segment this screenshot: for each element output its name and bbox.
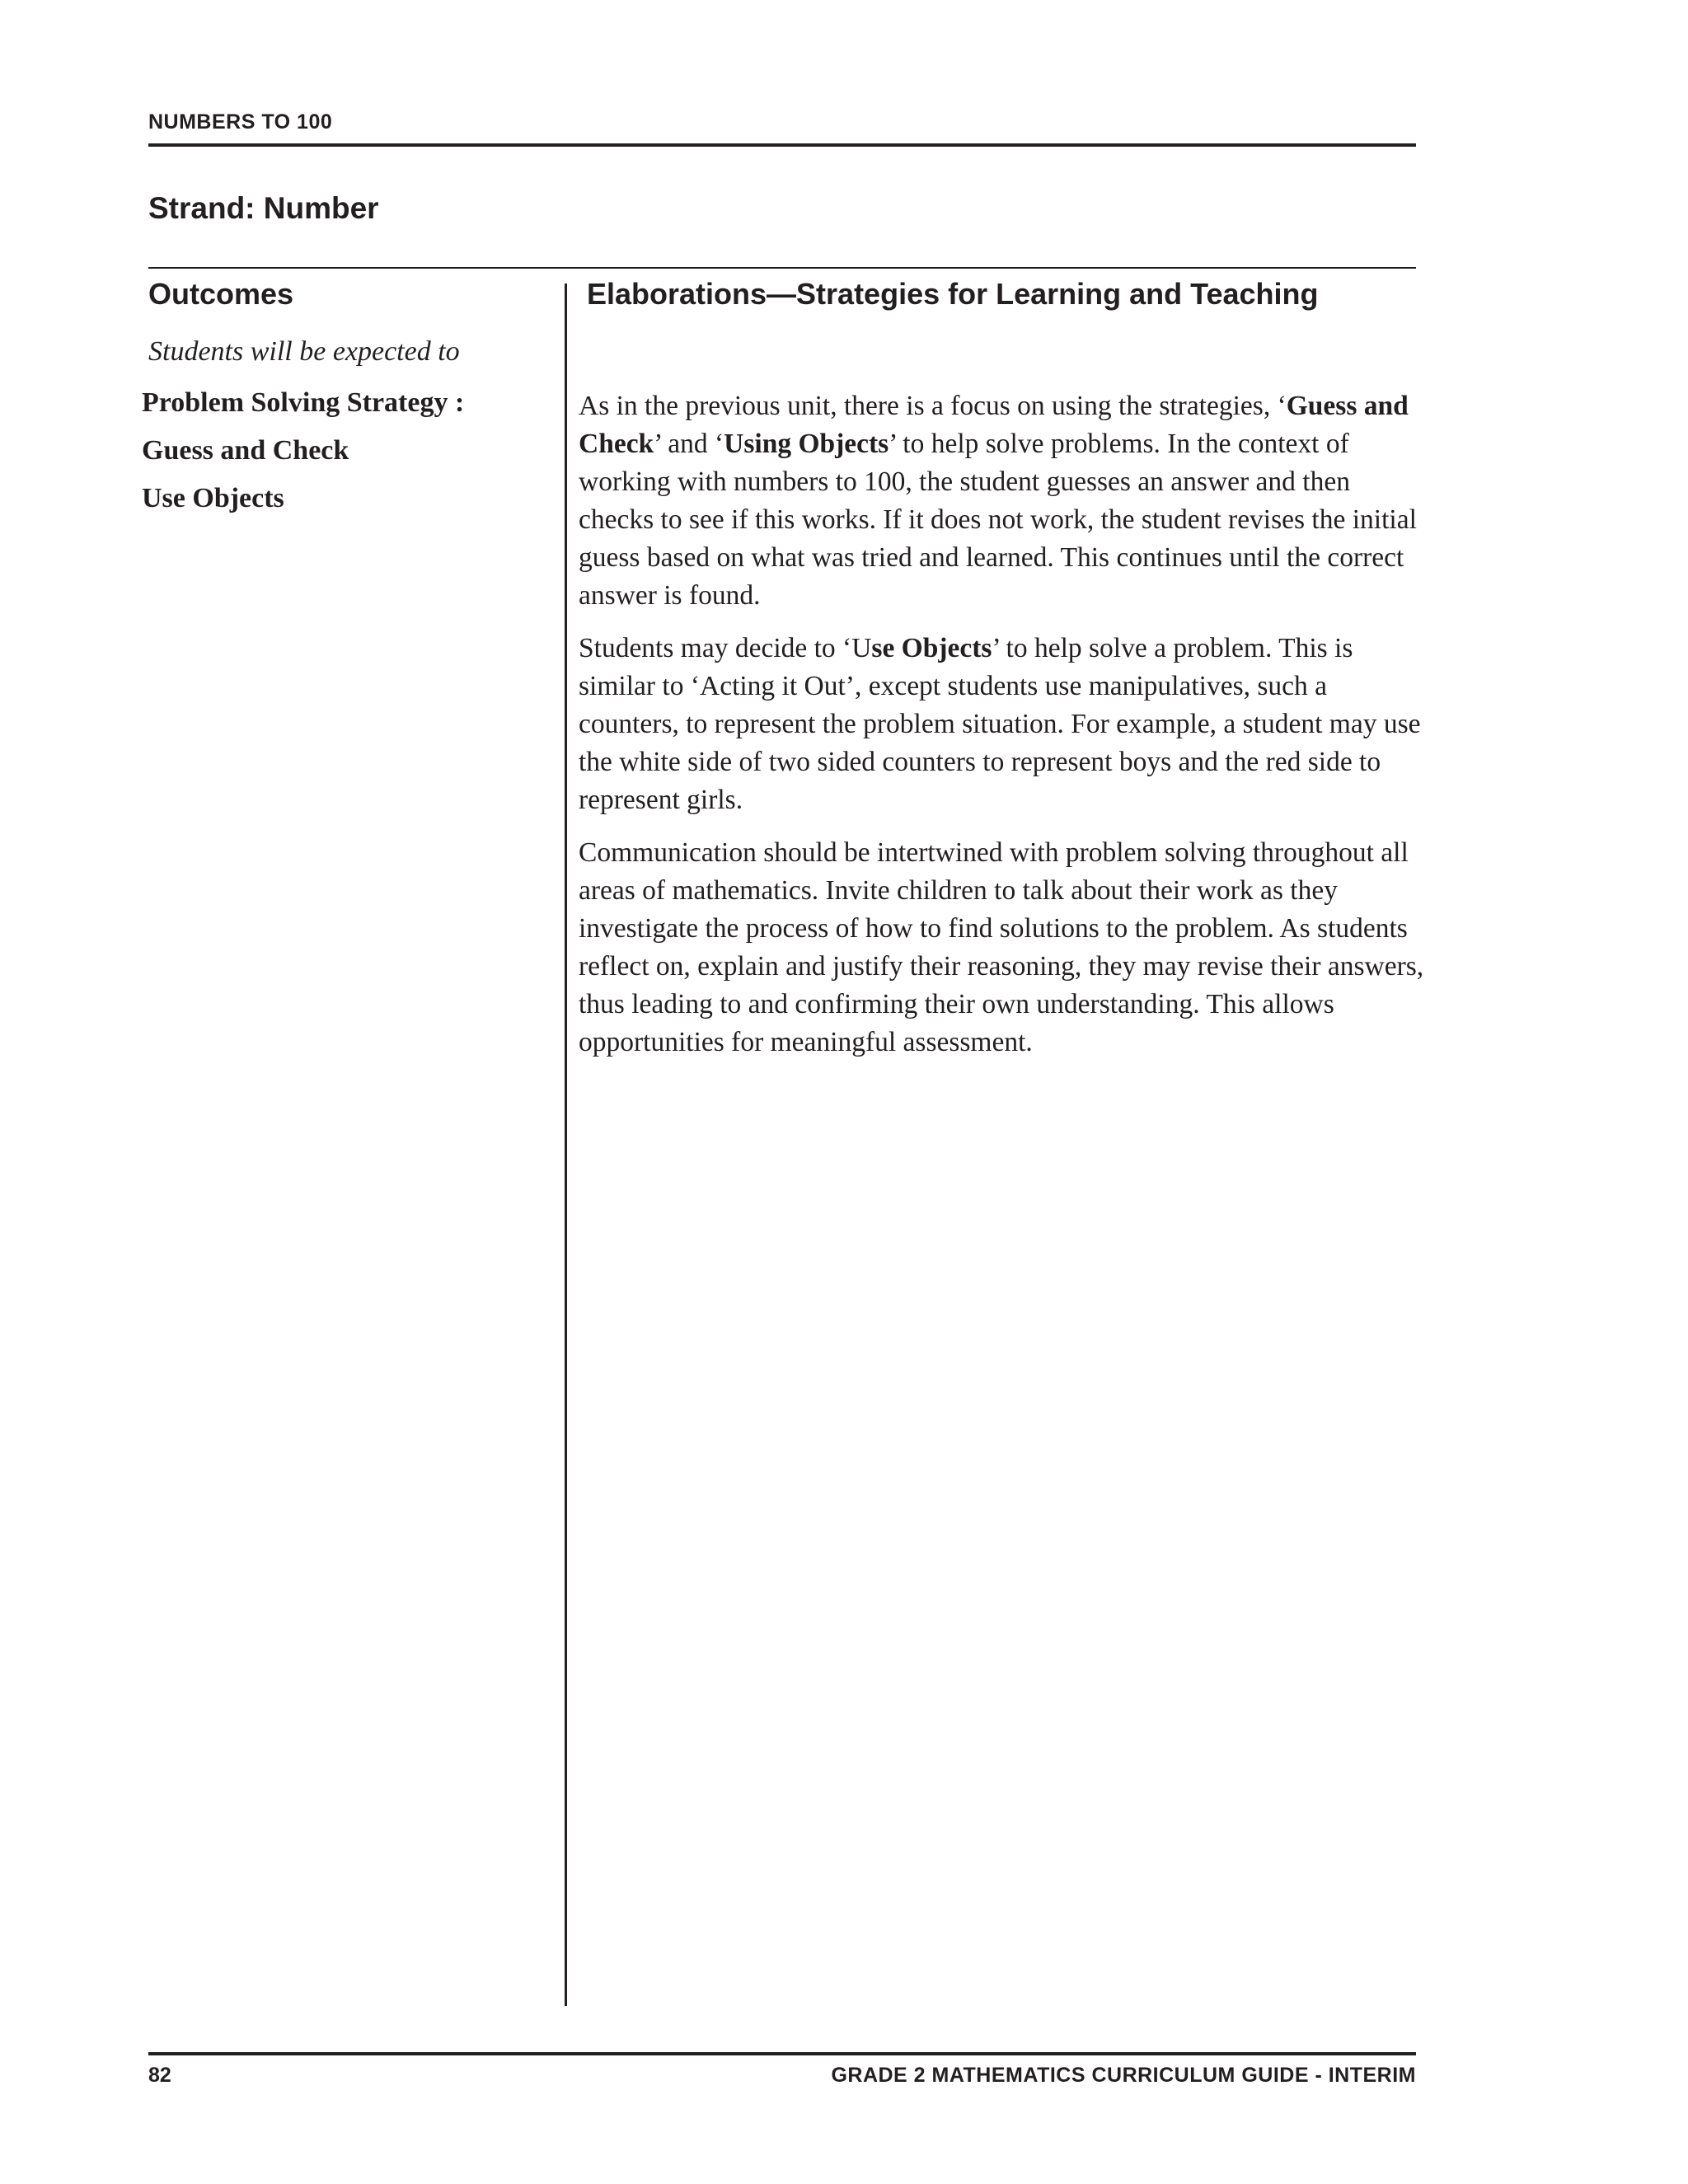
strategy-term: Guess and Check: [579, 391, 1409, 459]
strand-title: Strand: Number: [148, 191, 379, 225]
outcome-item: Use Objects: [142, 483, 284, 513]
elaboration-paragraph: [579, 387, 1428, 615]
footer-title: GRADE 2 MATHEMATICS CURRICULUM GUIDE - INTERIM: [831, 2064, 1416, 2087]
outcome-item: Guess and Check: [142, 435, 349, 466]
footer-rule: [148, 2052, 1416, 2055]
header-rule: [148, 143, 1416, 147]
strategy-term: Using Objects: [724, 429, 889, 459]
text-run: ’ and ‘: [654, 429, 724, 459]
column-divider: [565, 284, 567, 2006]
elaboration-paragraph: Communication should be intertwined with problem solving throughout all areas of mathematics. Invite children to talk about their work as they investigate the process of how to find solutions to the problem. As students reflect on, explain and justify their reasoning, they may revise their answers, thus leading to and confirming their own understanding. This allows opportunities for meaningful assessment.: [579, 837, 1424, 1057]
strategy-term: se Objects: [871, 633, 992, 663]
elaboration-paragraph: [579, 630, 1428, 819]
text-run: ’ to help solve problems. In the context of working with numbers to 100, the student guesses an answer and then checks to see if this works. If it does not work, the student revises the initial guess based on what was tried and learned. This continues until the correct answer is found.: [579, 429, 1417, 611]
outcomes-list: [142, 386, 464, 529]
text-run: Students may decide to ‘U: [579, 633, 872, 663]
outcomes-intro: Students will be expected to: [148, 336, 460, 367]
outcomes-heading: Outcomes: [148, 277, 294, 311]
outcome-item: Problem Solving Strategy :: [142, 387, 465, 418]
text-run: ’ to help solve a problem. This is similar to ‘Acting it Out’, except students use manipulatives, such a counters, to represent the problem situation. For example, a student may use the white side of two sided counters to represent boys and the red side to represent girls.: [579, 633, 1421, 815]
page-number: 82: [148, 2064, 171, 2087]
running-header: NUMBERS TO 100: [148, 110, 333, 134]
elaborations-body: [579, 387, 1428, 1076]
section-rule: [148, 267, 1416, 269]
elaborations-heading: Elaborations—Strategies for Learning and Teaching: [587, 277, 1319, 311]
text-run: As in the previous unit, there is a focus on using the strategies, ‘: [579, 391, 1287, 421]
